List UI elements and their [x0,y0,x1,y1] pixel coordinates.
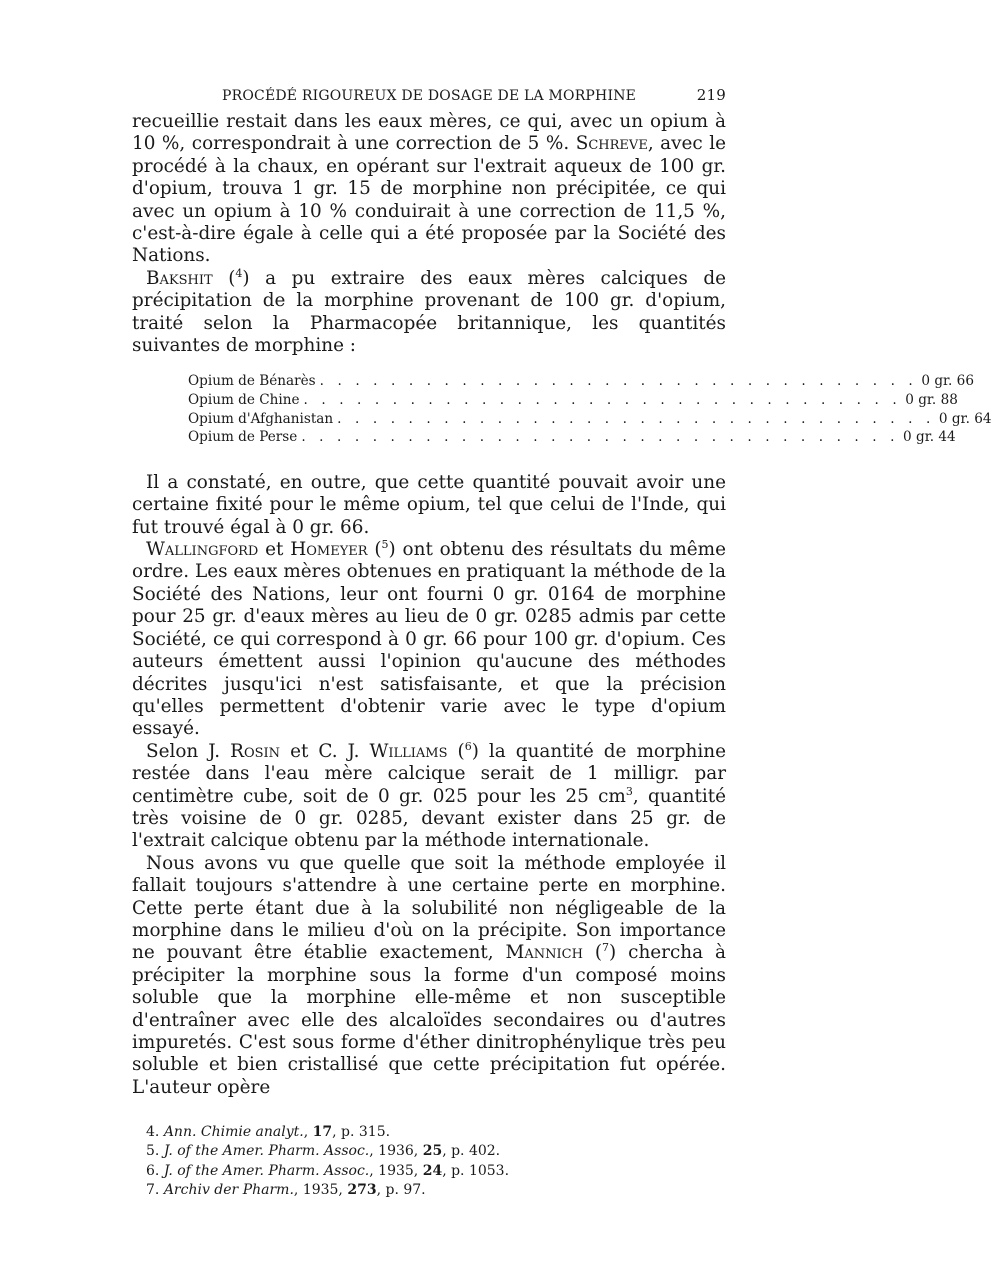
citation-source: J. of the Amer. Pharm. Assoc. [163,1143,370,1160]
citation-pages: , p. 1053. [442,1162,510,1179]
citation-source: Archiv der Pharm. [163,1181,294,1198]
footnote-ref: 5 [381,537,389,551]
author-name: Homeyer [290,539,368,561]
paragraph-5: Selon J. Rosin et C. J. Williams ($^6$) la quantité de morphine restée dans l'eau mère calcique serait de 1 milligr. par centimètre cube, soit de 0 gr. 025 pour les 25 $cm^3$, quantité très voisine de 0 gr. 0285, devant exister dans 25 gr. de l'extrait calcique obtenu par la méthode internationale. [132,739,727,852]
body-text [132,111,992,1099]
citation-volume: 25 [422,1143,443,1160]
text-span: , avec le procédé à la chaux, en opérant sur l'extrait aqueux de 100 gr. d'opium, trouva 1 gr. 15 de morphine non précipitée, ce qui avec un opium à 10 % conduirait à une correction de 11,5 %, c'est-à-dire égale à celle qui a été proposée par la Société des Nations. [132,133,727,267]
morphine-quantity: 0 gr. 88 [905,392,958,409]
opium-origin: Opium de Chine [188,392,300,409]
author-name: Wallingford [146,539,259,561]
text-span: , [303,1124,313,1141]
opium-origin: Opium de Perse [188,429,298,446]
paragraph-3: Il a constaté, en outre, que cette quantité pouvait avoir une certaine fixité pour le même opium, tel que celui de l'Inde, qui fut trouvé égal à 0 gr. 66. [132,471,726,538]
paragraph-2: Bakshit ($^4$) a pu extraire des eaux mères calciques de précipitation de la morphine provenant de 100 gr. d'opium, traité selon la Pharmacopée britannique, les quantités suivantes de morphine : [132,266,726,357]
table-row [188,392,958,411]
citation-volume: 24 [422,1162,443,1179]
footnote-number: 6. [146,1162,164,1179]
text-span: , 1935, [369,1162,423,1179]
running-title: PROCÉDÉ RIGOUREUX DE DOSAGE DE LA MORPHINE [222,88,637,104]
citation-source: J. of the Amer. Pharm. Assoc. [163,1162,370,1179]
citation-source: Ann. Chimie analyt. [163,1124,304,1141]
paragraph-4: Wallingford et Homeyer ($^5$) ont obtenu des résultats du même ordre. Les eaux mères obtenues en pratiquant la méthode de la Société des Nations, leur ont fourni 0 gr. 0164 de morphine pour 25 gr. d'eaux mères au lieu de 0 gr. 0285 admis par cette Société, ce qui correspond à 0 gr. 66 pour 100 gr. d'opium. Ces auteurs émettent aussi l'opinion qu'aucune des méthodes décrites jusqu'ici n'est satisfaisante, et que la précision qu'elles permettent d'obtenir varie avec le type d'opium essayé. [132,537,726,740]
text-span: , 1935, [293,1181,348,1198]
citation-volume: 17 [312,1124,333,1141]
dot-leader: . . . . . . . . . . . . . . . . . . . . . . . . . . . . . . . . . . [301,429,900,446]
text-span: recueillie restait dans les eaux mères, ce qui, avec un opium à 10 %, correspondrait à une correction de 5 %. [132,111,726,155]
footnote [146,1181,726,1200]
footnote [146,1142,726,1161]
dot-leader: . . . . . . . . . . . . . . . . . . . . . . . . . . . . . . . . . . [319,373,918,390]
text-span: la quantité de morphine restée dans l'eau mère calcique serait de 1 milligr. par centimètre cube, soit de 0 gr. 025 pour les 25 cm [132,740,726,807]
author-name: Bakshit [146,267,213,289]
citation-pages: , p. 315. [332,1124,391,1141]
superscript: 3 [625,784,633,798]
text-span: Selon J. [146,740,231,762]
opium-origin: Opium d'Afghanistan [188,410,334,427]
text-span: et C. J. [280,740,370,762]
author-name: Williams [369,740,448,762]
opium-origin: Opium de Bénarès [188,373,316,390]
table-row [188,429,956,448]
citation-volume: 273 [347,1181,377,1198]
text-span: a pu extraire des eaux mères calciques de précipitation de la morphine provenant de 100 gr. d'opium, traité selon la Pharmacopée britannique, les quantités suivantes de morphine : [132,267,726,357]
text-span: ont obtenu des résultats du même ordre. Les eaux mères obtenues en pratiquant la méthode de la Société des Nations, leur ont fourni 0 gr. 0164 de morphine pour 25 gr. d'eaux mères au lieu de 0 gr. 0285 admis par cette Société, ce qui correspond à 0 gr. 66 pour 100 gr. d'opium. Ces auteurs émettent aussi l'opinion qu'aucune des méthodes décrites jusqu'ici n'est satisfaisante, et que la précision qu'elles permettent d'obtenir varie avec le type d'opium essayé. [132,539,726,740]
text-span: , quantité très voisine de 0 gr. 0285, devant exister dans 25 gr. de l'extrait calcique obtenu par la méthode internationale. [132,785,727,852]
text-span: et [258,539,291,561]
table-row [188,410,992,430]
text-span: chercha à précipiter la morphine sous la forme d'un composé moins soluble que la morphine elle-même et non susceptible d'entraîner avec elle des alcaloïdes secondaires ou d'autres impuretés. C'est sous forme d'éther dinitrophénylique très peu soluble et bien cristallisé que cette précipitation fut opérée. L'auteur opère [132,942,726,1098]
author-name: Mannich [505,942,583,964]
morphine-quantity: 0 gr. 64 [938,410,992,427]
dot-leader: . . . . . . . . . . . . . . . . . . . . . . . . . . . . . . . . . . [337,410,935,427]
footnote [146,1123,726,1142]
footnote-ref: 7 [602,941,610,955]
citation-pages: , p. 97. [376,1181,426,1198]
footnote-ref: 4 [235,266,243,280]
footnotes [132,1123,726,1200]
morphine-quantity: 0 gr. 44 [903,429,956,446]
running-header [132,86,726,104]
morphine-quantity: 0 gr. 66 [921,373,974,390]
dot-leader: . . . . . . . . . . . . . . . . . . . . . . . . . . . . . . . . . . [303,392,902,409]
table-row [188,373,974,392]
text-span: , 1936, [369,1143,423,1160]
author-name: Rosin [230,740,281,762]
author-name: Schreve [575,133,648,155]
text-span: Nous avons vu que quelle que soit la méthode employée il fallait toujours s'attendre à une certaine perte en morphine. Cette perte étant due à la solubilité non négligeable de la morphine dans le milieu d'où on la précipite. Son importance ne pouvant être établie exactement, [132,852,726,964]
citation-pages: , p. 402. [442,1143,501,1160]
book-page [132,86,992,1200]
paragraph-6: Nous avons vu que quelle que soit la méthode employée il fallait toujours s'attendre à une certaine perte en morphine. Cette perte étant due à la solubilité non négligeable de la morphine dans le milieu d'où on la précipite. Son importance ne pouvant être établie exactement, Mannich ($^7$) chercha à précipiter la morphine sous la forme d'un composé moins soluble que la morphine elle-même et non susceptible d'entraîner avec elle des alcaloïdes secondaires ou d'autres impuretés. C'est sous forme d'éther dinitrophénylique très peu soluble et bien cristallisé que cette précipitation fut opérée. L'auteur opère [132,852,726,1098]
page-number: 219 [696,86,726,104]
footnote-number: 5. [146,1143,164,1160]
footnote-ref: 6 [464,739,472,753]
opium-yield-table [188,373,992,447]
footnote [146,1162,726,1181]
paragraph-1 [132,111,726,268]
footnote-number: 7. [146,1181,164,1198]
footnote-number: 4. [146,1124,164,1141]
